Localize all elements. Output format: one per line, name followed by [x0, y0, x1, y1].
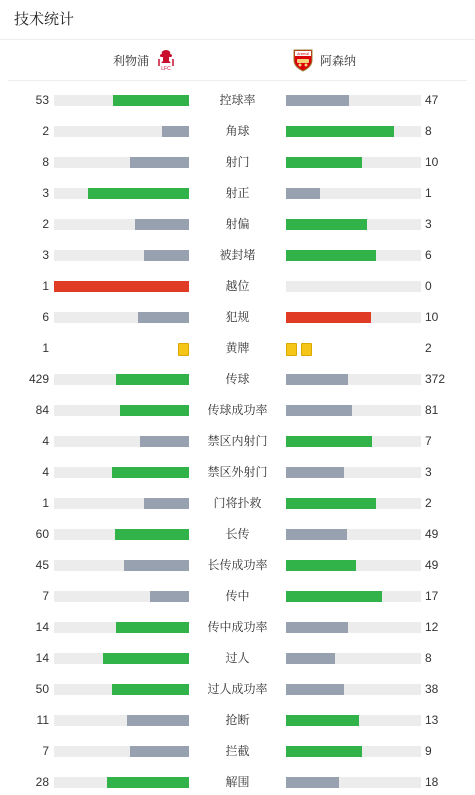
away-bar-track: [286, 374, 421, 385]
away-bar-fill: [286, 219, 367, 230]
home-bar-fill: [116, 622, 189, 633]
home-bar-track: [54, 777, 189, 788]
stat-row: [0, 585, 475, 616]
away-bar-track: [286, 715, 421, 726]
home-bar-fill: [107, 777, 189, 788]
away-bar-fill: [286, 95, 349, 106]
away-value: 1: [425, 186, 432, 200]
home-bar-track: [54, 715, 189, 726]
away-value: 49: [425, 558, 439, 572]
away-bar-track: [286, 405, 421, 416]
yellow-card-icon: [178, 343, 189, 356]
stat-label: 传中成功率: [207, 620, 268, 634]
home-bar-fill: [120, 405, 189, 416]
home-value: 1: [42, 341, 49, 355]
stat-row: [0, 461, 475, 492]
yellow-card-icon: [286, 343, 297, 356]
stat-label: 传球: [225, 372, 250, 386]
home-bar-track: [54, 219, 189, 230]
away-cards: [286, 343, 312, 356]
stat-row: [0, 554, 475, 585]
away-value: 13: [425, 713, 439, 727]
stat-row: [0, 89, 475, 120]
stat-row: [0, 771, 475, 795]
stat-row: [0, 740, 475, 771]
away-bar-track: [286, 746, 421, 757]
away-bar-fill: [286, 405, 352, 416]
home-bar-fill: [127, 715, 189, 726]
stat-row: [0, 616, 475, 647]
home-bar-track: [54, 374, 189, 385]
home-bar-fill: [103, 653, 189, 664]
home-value: 84: [35, 403, 49, 417]
stat-row: [0, 709, 475, 740]
away-bar-fill: [286, 467, 344, 478]
home-bar-fill: [112, 467, 189, 478]
home-bar-track: [54, 684, 189, 695]
home-value: 50: [35, 682, 49, 696]
stat-label: 长传成功率: [207, 558, 268, 572]
away-value: 3: [425, 217, 432, 231]
away-bar-track: [286, 684, 421, 695]
arsenal-crest-icon: [292, 48, 314, 72]
stat-label: 禁区内射门: [207, 434, 268, 448]
away-bar-fill: [286, 436, 372, 447]
home-bar-fill: [130, 746, 189, 757]
away-bar-fill: [286, 312, 371, 323]
stat-label: 解围: [225, 775, 250, 789]
home-bar-fill: [116, 374, 189, 385]
stats-list: [0, 89, 475, 795]
home-team-name: 利物浦: [112, 53, 149, 68]
home-value: 11: [36, 713, 49, 727]
away-value: 47: [425, 93, 439, 107]
home-bar-track: [54, 498, 189, 509]
away-bar-track: [286, 653, 421, 664]
stat-label: 传球成功率: [207, 403, 268, 417]
away-bar-fill: [286, 684, 344, 695]
home-bar-track: [54, 560, 189, 571]
away-bar-fill: [286, 622, 348, 633]
home-bar-fill: [88, 188, 189, 199]
away-value: 38: [425, 682, 439, 696]
home-value: 4: [42, 434, 49, 448]
away-value: 12: [425, 620, 439, 634]
home-bar-fill: [115, 529, 189, 540]
home-value: 7: [42, 589, 49, 603]
home-bar-fill: [138, 312, 189, 323]
team-header: [8, 40, 467, 81]
home-bar-track: [54, 622, 189, 633]
away-bar-track: [286, 126, 421, 137]
away-bar-track: [286, 188, 421, 199]
home-value: 28: [35, 775, 49, 789]
home-bar-track: [54, 591, 189, 602]
home-bar-fill: [130, 157, 189, 168]
home-value: 1: [42, 279, 49, 293]
stat-label: 抢断: [225, 713, 250, 727]
away-bar-track: [286, 529, 421, 540]
home-value: 60: [35, 527, 49, 541]
stat-row: [0, 182, 475, 213]
away-bar-fill: [286, 529, 347, 540]
stat-label: 黄牌: [225, 341, 250, 355]
stat-label: 被封堵: [219, 248, 256, 262]
home-bar-track: [54, 250, 189, 261]
stat-row: [0, 368, 475, 399]
away-bar-track: [286, 312, 421, 323]
away-value: 2: [425, 496, 432, 510]
home-value: 14: [35, 651, 49, 665]
away-value: 8: [425, 124, 432, 138]
svg-text:LFC: LFC: [161, 66, 171, 72]
stat-label: 传中: [225, 589, 250, 603]
away-bar-track: [286, 281, 421, 292]
home-bar-fill: [150, 591, 189, 602]
away-value: 10: [425, 310, 439, 324]
away-bar-track: [286, 777, 421, 788]
home-bar-track: [54, 467, 189, 478]
away-bar-track: [286, 622, 421, 633]
away-bar-track: [286, 591, 421, 602]
svg-text:Arsenal: Arsenal: [297, 52, 309, 56]
away-team[interactable]: [292, 40, 356, 80]
away-bar-track: [286, 95, 421, 106]
away-value: 49: [425, 527, 439, 541]
stat-row: [0, 337, 475, 368]
home-bar-track: [54, 746, 189, 757]
away-value: 372: [425, 372, 446, 386]
stat-label: 长传: [225, 527, 250, 541]
away-value: 3: [425, 465, 432, 479]
home-value: 3: [42, 248, 49, 262]
home-team[interactable]: [113, 40, 177, 80]
away-bar-fill: [286, 126, 394, 137]
away-bar-fill: [286, 560, 356, 571]
stat-label: 越位: [225, 279, 250, 293]
away-bar-track: [286, 219, 421, 230]
away-bar-track: [286, 560, 421, 571]
home-bar-fill: [113, 95, 189, 106]
away-bar-track: [286, 157, 421, 168]
away-bar-track: [286, 250, 421, 261]
home-bar-fill: [162, 126, 189, 137]
home-value: 3: [42, 186, 49, 200]
away-value: 0: [425, 279, 432, 293]
home-cards: [178, 343, 189, 356]
home-bar-track: [54, 126, 189, 137]
home-value: 4: [42, 465, 49, 479]
away-bar-fill: [286, 250, 376, 261]
home-bar-track: [54, 405, 189, 416]
home-bar-fill: [124, 560, 189, 571]
stat-label: 禁区外射门: [207, 465, 268, 479]
stat-label: 过人成功率: [207, 682, 268, 696]
away-value: 10: [425, 155, 439, 169]
stat-row: [0, 523, 475, 554]
home-value: 8: [42, 155, 49, 169]
away-value: 7: [425, 434, 432, 448]
away-bar-fill: [286, 157, 362, 168]
stat-row: [0, 399, 475, 430]
away-value: 9: [425, 744, 432, 758]
away-bar-fill: [286, 498, 376, 509]
home-bar-fill: [144, 498, 189, 509]
page-title: 技术统计: [0, 0, 475, 40]
away-bar-fill: [286, 374, 348, 385]
home-value: 2: [42, 217, 49, 231]
away-value: 6: [425, 248, 432, 262]
away-value: 2: [425, 341, 432, 355]
away-bar-track: [286, 467, 421, 478]
away-value: 17: [425, 589, 439, 603]
away-bar-fill: [286, 746, 362, 757]
away-bar-fill: [286, 591, 382, 602]
stat-row: [0, 492, 475, 523]
stat-label: 犯规: [225, 310, 250, 324]
stat-row: [0, 306, 475, 337]
home-value: 7: [42, 744, 49, 758]
home-bar-fill: [144, 250, 189, 261]
stat-label: 门将扑救: [213, 496, 262, 510]
stat-row: [0, 647, 475, 678]
stat-label: 射门: [225, 155, 250, 169]
stat-label: 拦截: [225, 744, 250, 758]
stat-row: [0, 213, 475, 244]
home-bar-track: [54, 281, 189, 292]
away-value: 8: [425, 651, 432, 665]
stat-row: [0, 678, 475, 709]
away-bar-track: [286, 436, 421, 447]
away-bar-fill: [286, 777, 339, 788]
home-bar-fill: [54, 281, 189, 292]
home-value: 2: [42, 124, 49, 138]
stat-row: [0, 120, 475, 151]
away-value: 81: [425, 403, 439, 417]
stat-row: [0, 151, 475, 182]
away-bar-fill: [286, 653, 335, 664]
stat-label: 射正: [225, 186, 250, 200]
home-value: 429: [28, 372, 49, 386]
home-bar-track: [54, 95, 189, 106]
stat-row: [0, 275, 475, 306]
home-bar-track: [54, 188, 189, 199]
home-bar-fill: [112, 684, 189, 695]
stat-label: 角球: [225, 124, 250, 138]
home-bar-track: [54, 157, 189, 168]
home-value: 1: [42, 496, 49, 510]
home-bar-fill: [140, 436, 189, 447]
stat-label: 控球率: [219, 93, 256, 107]
home-bar-track: [54, 436, 189, 447]
stat-label: 射偏: [225, 217, 250, 231]
home-value: 53: [35, 93, 49, 107]
home-bar-fill: [135, 219, 189, 230]
home-bar-track: [54, 529, 189, 540]
home-bar-track: [54, 312, 189, 323]
away-team-name: 阿森纳: [320, 53, 357, 68]
home-bar-track: [54, 653, 189, 664]
away-bar-fill: [286, 188, 320, 199]
away-bar-track: [286, 498, 421, 509]
liverpool-crest-icon: [155, 48, 177, 72]
home-value: 6: [42, 310, 49, 324]
away-value: 18: [425, 775, 439, 789]
stat-row: [0, 244, 475, 275]
away-bar-fill: [286, 715, 359, 726]
yellow-card-icon: [301, 343, 312, 356]
home-value: 14: [35, 620, 49, 634]
stat-label: 过人: [225, 651, 250, 665]
stat-row: [0, 430, 475, 461]
home-value: 45: [35, 558, 49, 572]
